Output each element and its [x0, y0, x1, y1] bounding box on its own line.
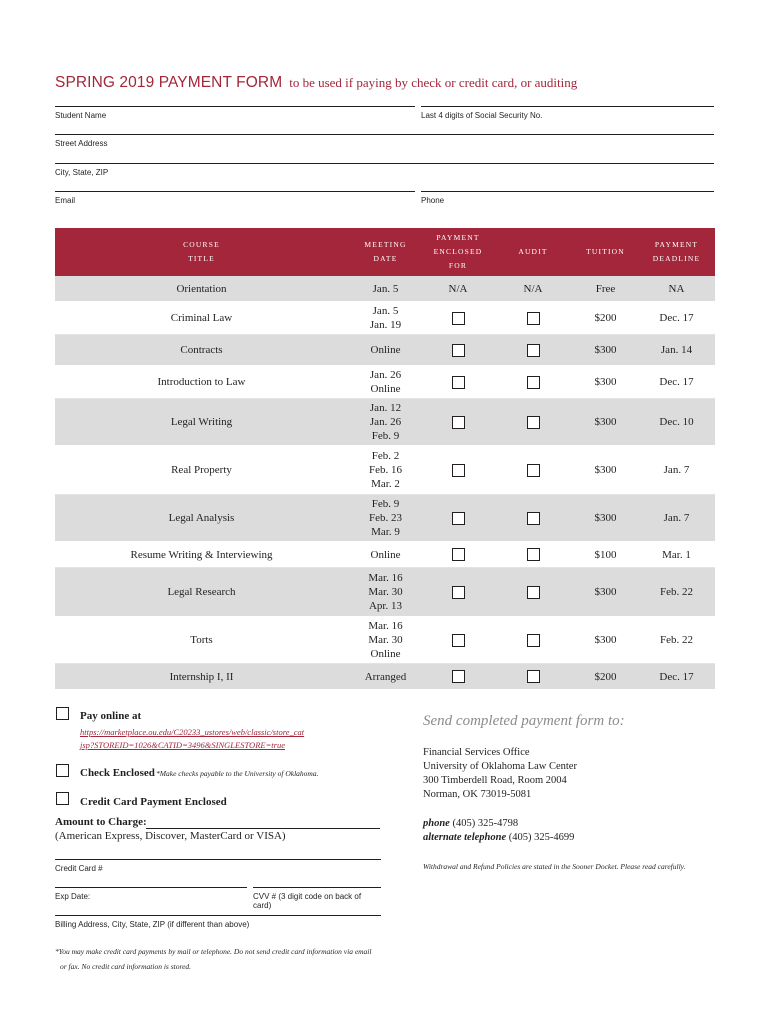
ssn-field[interactable] [421, 106, 714, 120]
payment-deadline: NA [668, 282, 685, 295]
payment-enclosed-cell [423, 617, 493, 663]
audit-checkbox[interactable] [527, 312, 540, 325]
billing-address-field[interactable]: Billing Address, City, State, ZIP (if different than above) [55, 915, 381, 929]
send-heading: Send completed payment form to: [423, 713, 625, 729]
payment-deadline: Feb. 22 [660, 634, 693, 646]
table-row [55, 446, 715, 495]
course-title: Legal Analysis [168, 512, 235, 524]
course-title: Legal Writing [170, 416, 233, 428]
audit-cell [493, 399, 573, 445]
payment-enclosed-checkbox[interactable] [452, 548, 465, 561]
phone-label-text: phone [423, 818, 450, 829]
course-title: Criminal Law [170, 312, 233, 324]
meeting-date [348, 302, 423, 334]
payment-deadline: Jan. 7 [663, 512, 690, 524]
payment-enclosed-checkbox[interactable] [452, 670, 465, 683]
street-address-field[interactable] [55, 134, 714, 148]
table-body [55, 276, 715, 690]
pay-online-checkbox[interactable] [56, 707, 69, 720]
audit-checkbox[interactable] [527, 586, 540, 599]
payment-enclosed-checkbox[interactable] [452, 586, 465, 599]
student-name-label: Student Name [55, 111, 107, 120]
ssn-label: Last 4 digits of Social Security No. [421, 111, 543, 120]
course-title: Introduction to Law [157, 376, 246, 388]
meeting-date-line: Mar. 16 [368, 572, 403, 584]
meeting-date-line: Jan. 26 [369, 416, 402, 428]
table-row [55, 664, 715, 690]
header-audit: AUDIT [518, 247, 548, 256]
audit-checkbox[interactable] [527, 670, 540, 683]
tuition: $300 [594, 634, 617, 646]
email-label: Email [55, 196, 76, 205]
meeting-date-line: Feb. 9 [371, 430, 400, 442]
table-row [55, 302, 715, 335]
payment-enclosed-cell [423, 366, 493, 398]
table-row [55, 276, 715, 302]
audit-cell [493, 664, 573, 689]
meeting-date-line: Feb. 16 [369, 464, 402, 476]
header-meeting-date: MEETING DATE [364, 240, 407, 263]
cvv-field[interactable]: CVV # (3 digit code on back of card) [253, 887, 381, 910]
refund-policy-note: Withdrawal and Refund Policies are stated in the Sooner Docket. Please read carefully. [423, 862, 686, 871]
phone-number: (405) 325-4798 [452, 818, 519, 829]
payment-deadline: Dec. 17 [659, 670, 694, 683]
course-title: Orientation [176, 282, 227, 295]
table-row [55, 335, 715, 366]
city-state-zip-field[interactable] [55, 163, 714, 177]
payment-enclosed-cell [423, 568, 493, 616]
credit-card-checkbox[interactable] [56, 792, 69, 805]
meeting-date [348, 366, 423, 398]
city-state-zip-label: City, State, ZIP [55, 168, 109, 177]
meeting-date-line: Online [370, 548, 401, 561]
meeting-date [348, 335, 423, 365]
payment-enclosed-checkbox[interactable] [452, 344, 465, 357]
check-enclosed-label: Check Enclosed [80, 767, 155, 779]
street-address-label: Street Address [55, 139, 108, 148]
header-course-title: COURSE TITLE [183, 240, 220, 263]
audit-cell [493, 366, 573, 398]
payment-enclosed-cell [423, 446, 493, 494]
meeting-date-line: Mar. 16 [368, 620, 403, 632]
meeting-date-line: Apr. 13 [368, 600, 402, 612]
meeting-date-line: Mar. 9 [371, 526, 400, 538]
tuition: $300 [594, 586, 617, 598]
course-title: Torts [190, 634, 213, 646]
course-title: Legal Research [167, 586, 236, 598]
amount-input[interactable] [146, 828, 380, 829]
audit-checkbox[interactable] [527, 344, 540, 357]
pay-online-label: Pay online at [80, 710, 142, 722]
audit-cell [493, 302, 573, 334]
payment-deadline: Jan. 14 [660, 344, 693, 356]
meeting-date-line: Arranged [364, 670, 407, 683]
meeting-date-line: Jan. 5 [372, 282, 399, 295]
meeting-date [348, 664, 423, 689]
audit-checkbox[interactable] [527, 416, 540, 429]
payment-deadline: Dec. 10 [659, 416, 694, 428]
audit-checkbox[interactable] [527, 464, 540, 477]
tuition: $300 [594, 376, 617, 388]
pay-online-link-1[interactable]: https://marketplace.ou.edu/C20233_ustores/web/classic/store_cat [80, 727, 305, 737]
header-payment-deadline: PAYMENT DEADLINE [652, 240, 701, 263]
meeting-date [348, 399, 423, 445]
meeting-date-line: Online [370, 383, 401, 395]
address-line-2: University of Oklahoma Law Center [423, 761, 577, 772]
audit-cell [493, 446, 573, 494]
meeting-date [348, 446, 423, 494]
course-title: Internship I, II [169, 670, 234, 683]
header-payment-enclosed: PAYMENT ENCLOSED FOR [433, 233, 483, 270]
payment-deadline: Dec. 17 [659, 312, 694, 324]
check-enclosed-checkbox[interactable] [56, 764, 69, 777]
meeting-date-line: Feb. 9 [371, 498, 400, 510]
payment-enclosed-cell [423, 495, 493, 541]
audit-checkbox[interactable] [527, 634, 540, 647]
payment-deadline: Dec. 17 [659, 376, 694, 388]
meeting-date-line: Feb. 23 [369, 512, 402, 524]
meeting-date-line: Jan. 26 [369, 369, 402, 381]
table-row [55, 495, 715, 542]
meeting-date-line: Online [370, 344, 401, 356]
payment-enclosed-cell [423, 664, 493, 689]
audit-cell [493, 542, 573, 567]
mailing-address [423, 746, 577, 802]
header-tuition: TUITION [586, 247, 625, 256]
payment-enclosed-checkbox[interactable] [452, 376, 465, 389]
footnote-line-2: or fax. No credit card information is stored. [60, 962, 192, 971]
payment-enclosed-cell [423, 302, 493, 334]
table-row [55, 399, 715, 446]
payment-enclosed-checkbox[interactable] [452, 464, 465, 477]
audit-cell [493, 495, 573, 541]
footnote-line-1: *You may make credit card payments by mail or telephone. Do not send credit card information via email [55, 947, 372, 956]
course-title: Real Property [171, 464, 232, 476]
form-title [55, 74, 577, 92]
meeting-date-line: Online [370, 648, 401, 660]
audit-cell: N/A [523, 282, 543, 295]
tuition: $300 [594, 464, 617, 476]
course-title: Contracts [180, 344, 223, 356]
meeting-date-line: Jan. 19 [369, 319, 402, 331]
table-row [55, 542, 715, 568]
meeting-date-line: Jan. 12 [369, 402, 402, 414]
audit-cell [493, 568, 573, 616]
pay-online-link-2[interactable]: jsp?STOREID=1026&CATID=3496&SINGLESTORE=true [80, 740, 286, 750]
meeting-date-line: Feb. 2 [371, 450, 400, 462]
meeting-date-line: Mar. 2 [371, 478, 400, 490]
phone-field[interactable] [421, 191, 714, 205]
tuition: $300 [594, 512, 617, 524]
tuition: $300 [594, 416, 617, 428]
audit-checkbox[interactable] [527, 376, 540, 389]
payment-enclosed-checkbox[interactable] [452, 634, 465, 647]
address-line-3: 300 Timberdell Road, Room 2004 [423, 775, 567, 786]
email-field[interactable] [55, 191, 415, 205]
audit-checkbox[interactable] [527, 512, 540, 525]
tuition: $200 [594, 312, 617, 324]
student-name-field[interactable] [55, 106, 415, 120]
tuition: $100 [594, 548, 617, 561]
payment-deadline: Jan. 7 [663, 464, 690, 476]
payment-enclosed-checkbox[interactable] [452, 416, 465, 429]
credit-card-label: Credit Card Payment Enclosed [80, 796, 227, 808]
audit-cell [493, 617, 573, 663]
meeting-date [348, 495, 423, 541]
audit-checkbox[interactable] [527, 548, 540, 561]
payment-enclosed-cell [423, 542, 493, 567]
exp-date-field[interactable]: Exp Date: [55, 887, 247, 901]
meeting-date [348, 617, 423, 663]
meeting-date [348, 542, 423, 567]
form-title-subtitle: to be used if paying by check or credit card, or auditing [289, 75, 578, 90]
address-line-1: Financial Services Office [423, 747, 530, 758]
meeting-date-line: Jan. 5 [372, 305, 399, 317]
contact-phones [423, 817, 574, 845]
table-row [55, 568, 715, 617]
check-note: *Make checks payable to the University of Oklahoma. [156, 769, 319, 778]
tuition: $300 [594, 344, 617, 356]
audit-cell [493, 335, 573, 365]
payment-enclosed-cell [423, 335, 493, 365]
course-table [55, 228, 715, 690]
payment-enclosed-checkbox[interactable] [452, 512, 465, 525]
phone-label: Phone [421, 196, 445, 205]
form-title-main: SPRING 2019 PAYMENT FORM [55, 74, 283, 91]
course-title: Resume Writing & Interviewing [130, 548, 273, 561]
credit-card-number-field[interactable]: Credit Card # [55, 859, 381, 873]
tuition: Free [595, 282, 616, 295]
alt-phone-label-text: alternate telephone [423, 832, 507, 843]
meeting-date [348, 568, 423, 616]
payment-enclosed-cell: N/A [448, 282, 468, 295]
payment-enclosed-checkbox[interactable] [452, 312, 465, 325]
payment-deadline: Feb. 22 [660, 586, 693, 598]
meeting-date-line: Mar. 30 [368, 586, 403, 598]
meeting-date [348, 276, 423, 301]
amount-card-types: (American Express, Discover, MasterCard or VISA) [55, 830, 286, 842]
address-line-4: Norman, OK 73019-5081 [423, 789, 532, 800]
meeting-date-line: Mar. 30 [368, 634, 403, 646]
payment-enclosed-cell [423, 399, 493, 445]
table-row [55, 617, 715, 664]
table-header [55, 228, 715, 276]
table-row [55, 366, 715, 399]
tuition: $200 [594, 670, 617, 683]
alt-phone-number: (405) 325-4699 [508, 832, 575, 843]
amount-label: Amount to Charge: [55, 816, 147, 828]
payment-deadline: Mar. 1 [662, 548, 691, 561]
